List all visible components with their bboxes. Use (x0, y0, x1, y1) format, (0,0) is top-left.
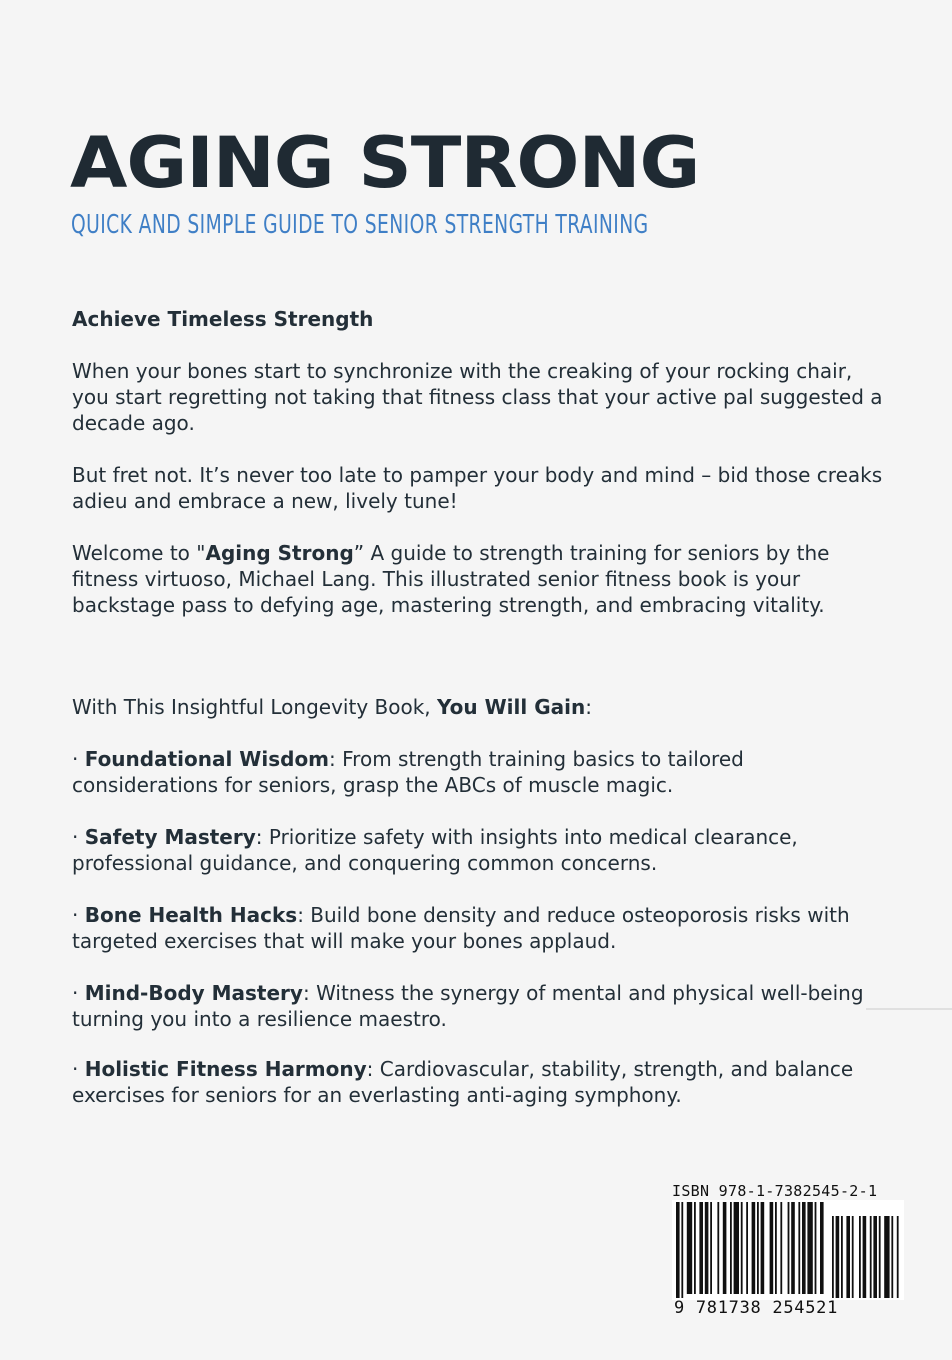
bullet-item: · Mind-Body Mastery: Witness the synergy of mental and physical well-being turning you into a resilience maestro. (72, 981, 864, 1031)
book-title: AGING STRONG (70, 122, 700, 204)
bullet-item: · Foundational Wisdom: From strength training basics to tailored considerations for seniors, grasp the ABCs of muscle magic. (72, 747, 744, 797)
gain-bold: You Will Gain (437, 695, 586, 719)
gain-post: : (585, 695, 592, 719)
blurb-paragraph-2: But fret not. It’s never too late to pamper your body and mind – bid those creaks adieu and embrace a new, lively tune! (72, 463, 883, 513)
bullet-text: : From strength training basics to tailored considerations for seniors, grasp the ABCs of muscle magic. (72, 747, 744, 797)
isbn-number: ISBN 978-1-7382545-2-1 (672, 1182, 878, 1200)
para3-post: ” A guide to strength training for seniors by the fitness virtuoso, Michael Lang. This illustrated senior fitness book is your backstage pass to defying age, mastering strength, and embracing vitality. (72, 541, 830, 617)
bullet-title: Holistic Fitness Harmony (84, 1057, 367, 1081)
bullet-title: Mind-Body Mastery (84, 981, 303, 1005)
bullet-text: : Prioritize safety with insights into medical clearance, professional guidance, and conquering common concerns. (72, 825, 798, 875)
gain-intro (72, 694, 892, 720)
blurb-paragraph-3 (72, 540, 892, 618)
bullet-item: · Holistic Fitness Harmony: Cardiovascular, stability, strength, and balance exercises for seniors for an everlasting anti-aging symphony. (72, 1057, 854, 1107)
edge-divider (866, 1008, 952, 1010)
para3-pre: Welcome to " (72, 541, 206, 565)
para3-book-name: Aging Strong (205, 541, 354, 565)
bullet-title: Bone Health Hacks (84, 903, 298, 927)
bullet-text: : Witness the synergy of mental and physical well-being turning you into a resilience maestro. (72, 981, 864, 1031)
ean-digits: 9 781738 254521 (674, 1298, 839, 1318)
barcode-bars (672, 1200, 904, 1300)
bullet-text: : Cardiovascular, stability, strength, and balance exercises for seniors for an everlasting anti-aging symphony. (72, 1057, 854, 1107)
bullet-item: · Safety Mastery: Prioritize safety with insights into medical clearance, professional guidance, and conquering common concerns. (72, 825, 798, 875)
isbn-barcode (672, 1182, 904, 1320)
blurb-heading: Achieve Timeless Strength (72, 307, 374, 331)
bullet-title: Safety Mastery (84, 825, 256, 849)
bullet-title: Foundational Wisdom (84, 747, 330, 771)
blurb-paragraph-1: When your bones start to synchronize with the creaking of your rocking chair, you start regretting not taking that fitness class that your active pal suggested a decade ago. (72, 359, 883, 435)
bullet-item: · Bone Health Hacks: Build bone density and reduce osteoporosis risks with targeted exercises that will make your bones applaud. (72, 903, 850, 953)
book-subtitle: QUICK AND SIMPLE GUIDE TO SENIOR STRENGTH TRAINING (71, 210, 649, 240)
bullet-text: : Build bone density and reduce osteoporosis risks with targeted exercises that will make your bones applaud. (72, 903, 850, 953)
gain-pre: With This Insightful Longevity Book, (72, 695, 438, 719)
